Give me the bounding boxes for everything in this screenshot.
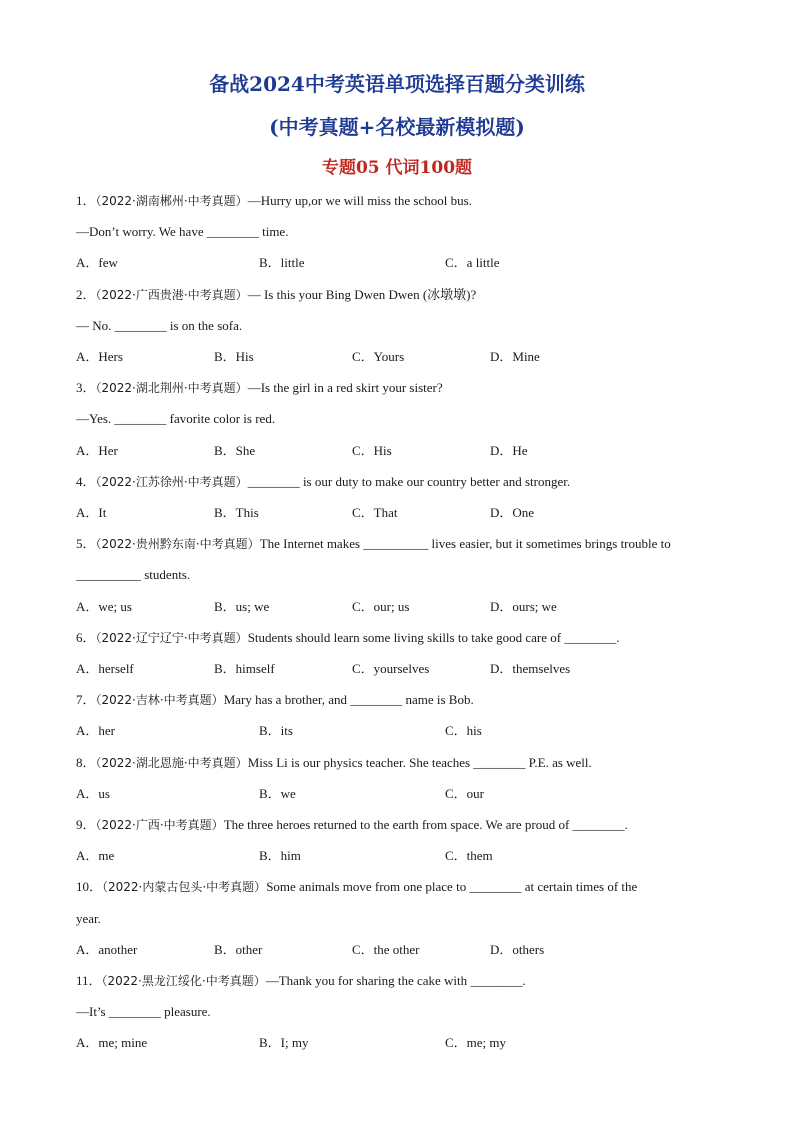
question-stem xyxy=(76,193,736,209)
answer-option[interactable] xyxy=(445,255,500,271)
option-text: our xyxy=(466,785,485,801)
question-stem xyxy=(76,817,736,833)
answer-option[interactable] xyxy=(490,599,557,615)
option-letter: B． xyxy=(214,505,236,520)
option-letter: D． xyxy=(490,941,513,957)
answer-option[interactable] xyxy=(214,599,269,615)
option-text: her xyxy=(98,723,115,739)
answer-option[interactable] xyxy=(352,942,420,958)
answer-option[interactable] xyxy=(352,599,409,615)
option-letter: B． xyxy=(214,661,236,676)
question-source: （2022·内蒙古包头·中考真题） xyxy=(102,880,267,895)
option-text: His xyxy=(235,349,254,364)
question-stem xyxy=(76,692,736,708)
question-number: 10． xyxy=(76,879,103,895)
document-title: 备战2024中考英语单项选择百题分类训练 xyxy=(209,72,585,96)
option-text: He xyxy=(512,442,528,458)
answer-option[interactable] xyxy=(76,599,132,615)
question-source: （2022·辽宁辽宁·中考真题） xyxy=(95,630,248,645)
option-letter: C． xyxy=(445,785,467,801)
question-text: Mary has a brother, and ________ name is Bob. xyxy=(223,692,474,708)
answer-option[interactable] xyxy=(214,349,254,365)
option-text: It xyxy=(98,505,107,520)
option-text: few xyxy=(98,255,118,271)
question-stem xyxy=(76,879,736,895)
option-letter: A． xyxy=(76,848,99,864)
option-letter: B． xyxy=(214,598,236,614)
option-text: me xyxy=(98,848,115,864)
answer-option[interactable] xyxy=(214,942,262,958)
answer-options xyxy=(76,1035,736,1051)
question-continuation: —It’s ________ pleasure. xyxy=(76,1004,211,1020)
question-stem xyxy=(76,287,736,303)
option-letter: A． xyxy=(76,598,99,614)
question-number: 3． xyxy=(76,380,96,396)
option-text: us; we xyxy=(235,598,270,614)
option-text: me; mine xyxy=(98,1035,148,1051)
answer-options xyxy=(76,786,736,802)
question-stem xyxy=(76,973,736,989)
option-text: others xyxy=(512,941,545,957)
option-letter: A． xyxy=(76,349,99,364)
question-text: Miss Li is our physics teacher. She teaches ________ P.E. as well. xyxy=(247,754,592,770)
question-continuation: —Yes. ________ favorite color is red. xyxy=(76,411,276,427)
question-number: 2． xyxy=(76,286,96,302)
option-text: yourselves xyxy=(373,661,430,676)
answer-options xyxy=(76,599,736,615)
option-text: another xyxy=(98,941,138,957)
answer-option[interactable] xyxy=(259,1035,308,1051)
question-text: Students should learn some living skills to take good care of ________. xyxy=(247,629,620,645)
answer-option[interactable] xyxy=(76,848,114,864)
answer-options xyxy=(76,349,736,365)
question-text: —Hurry up,or we will miss the school bus. xyxy=(247,193,472,208)
answer-option[interactable] xyxy=(445,723,482,739)
question-number: 8． xyxy=(76,754,96,770)
question-text: — Is this your Bing Dwen Dwen (冰墩墩)? xyxy=(247,286,477,302)
option-letter: B． xyxy=(259,848,281,864)
answer-option[interactable] xyxy=(490,942,544,958)
answer-option[interactable] xyxy=(352,505,398,521)
answer-options xyxy=(76,723,736,739)
option-text: His xyxy=(373,442,392,458)
option-letter: C． xyxy=(352,941,374,957)
option-text: I; my xyxy=(280,1035,309,1051)
option-letter: A． xyxy=(76,785,99,801)
answer-option[interactable] xyxy=(259,255,305,271)
option-text: One xyxy=(512,505,535,520)
option-letter: A． xyxy=(76,442,99,458)
answer-option[interactable] xyxy=(76,786,110,802)
option-letter: A． xyxy=(76,723,99,739)
option-letter: B． xyxy=(259,1035,281,1051)
option-letter: B． xyxy=(259,785,281,801)
answer-options xyxy=(76,661,736,677)
option-text: himself xyxy=(235,661,275,676)
answer-option[interactable] xyxy=(214,661,275,677)
option-letter: A． xyxy=(76,255,99,271)
question-source: （2022·江苏徐州·中考真题） xyxy=(95,474,248,489)
question-source: （2022·吉林·中考真题） xyxy=(95,693,224,708)
answer-options xyxy=(76,505,736,521)
option-letter: B． xyxy=(214,442,236,458)
question-source: （2022·湖北荆州·中考真题） xyxy=(95,381,248,396)
question-text: ________ is our duty to make our country better and stronger. xyxy=(247,473,571,489)
question-stem xyxy=(76,755,736,771)
answer-option[interactable] xyxy=(214,443,255,459)
option-letter: C． xyxy=(445,848,467,864)
answer-option[interactable] xyxy=(445,848,493,864)
option-text: That xyxy=(373,505,398,520)
option-text: Hers xyxy=(98,349,123,364)
option-letter: D． xyxy=(490,349,513,364)
option-text: we; us xyxy=(98,598,132,614)
question-text: The Internet makes __________ lives easier, but it sometimes brings trouble to xyxy=(259,536,671,552)
option-text: its xyxy=(280,723,293,739)
option-text: This xyxy=(235,505,259,520)
option-letter: C． xyxy=(445,723,467,739)
question-text: Some animals move from one place to ________ at certain times of the xyxy=(266,879,638,895)
option-text: themselves xyxy=(512,661,571,676)
answer-options xyxy=(76,848,736,864)
option-letter: C． xyxy=(352,661,374,676)
question-stem xyxy=(76,380,736,396)
answer-option[interactable] xyxy=(76,349,123,365)
option-text: we xyxy=(280,785,296,801)
option-letter: B． xyxy=(259,255,281,271)
question-source: （2022·贵州黔东南·中考真题） xyxy=(95,537,260,552)
answer-option[interactable] xyxy=(76,1035,147,1051)
question-source: （2022·湖南郴州·中考真题） xyxy=(95,194,248,208)
answer-option[interactable] xyxy=(490,443,528,459)
question-stem xyxy=(76,474,736,490)
answer-option[interactable] xyxy=(259,723,293,739)
option-text: his xyxy=(466,723,482,739)
answer-options xyxy=(76,255,736,271)
question-stem xyxy=(76,630,736,646)
option-letter: C． xyxy=(352,349,374,364)
question-text: —Thank you for sharing the cake with ________. xyxy=(265,973,526,988)
option-text: other xyxy=(235,941,263,957)
option-text: little xyxy=(280,255,305,271)
option-letter: C． xyxy=(352,442,374,458)
answer-option[interactable] xyxy=(76,255,118,271)
option-text: She xyxy=(235,442,256,458)
question-number: 9． xyxy=(76,817,96,832)
option-text: him xyxy=(280,848,301,864)
option-letter: D． xyxy=(490,505,513,520)
question-number: 6． xyxy=(76,629,96,645)
answer-options xyxy=(76,443,736,459)
option-letter: B． xyxy=(259,723,281,739)
option-text: our; us xyxy=(373,598,410,614)
answer-option[interactable] xyxy=(490,349,540,365)
answer-option[interactable] xyxy=(352,349,404,365)
option-text: Mine xyxy=(512,349,540,364)
option-letter: D． xyxy=(490,598,513,614)
option-letter: A． xyxy=(76,941,99,957)
answer-option[interactable] xyxy=(352,443,392,459)
answer-option[interactable] xyxy=(259,848,301,864)
option-text: me; my xyxy=(466,1035,507,1051)
answer-option[interactable] xyxy=(445,1035,506,1051)
question-continuation: year. xyxy=(76,910,101,926)
question-source: （2022·广西贵港·中考真题） xyxy=(95,287,248,302)
option-letter: C． xyxy=(445,1035,467,1051)
option-text: us xyxy=(98,785,110,801)
answer-option[interactable] xyxy=(76,661,134,677)
question-continuation: —Don’t worry. We have ________ time. xyxy=(76,224,289,240)
option-letter: D． xyxy=(490,661,513,676)
answer-option[interactable] xyxy=(76,443,118,459)
option-letter: B． xyxy=(214,349,236,364)
answer-option[interactable] xyxy=(490,661,570,677)
option-letter: A． xyxy=(76,661,99,676)
question-source: （2022·广西·中考真题） xyxy=(95,818,224,832)
option-text: them xyxy=(466,848,493,864)
question-number: 11． xyxy=(76,973,102,988)
option-letter: B． xyxy=(214,941,236,957)
question-stem xyxy=(76,536,736,552)
answer-option[interactable] xyxy=(259,786,296,802)
topic-heading: 专题05 代词100题 xyxy=(321,158,473,178)
option-text: herself xyxy=(98,661,134,676)
document-subtitle: (中考真题+名校最新模拟题) xyxy=(269,115,525,139)
answer-option[interactable] xyxy=(214,505,259,521)
option-letter: C． xyxy=(352,598,374,614)
question-number: 4． xyxy=(76,473,96,489)
question-source: （2022·湖北恩施·中考真题） xyxy=(95,755,248,770)
answer-option[interactable] xyxy=(76,505,106,521)
question-continuation: __________ students. xyxy=(76,567,191,583)
answer-option[interactable] xyxy=(490,505,534,521)
answer-options xyxy=(76,942,736,958)
option-text: Her xyxy=(98,442,118,458)
question-source: （2022·黑龙江绥化·中考真题） xyxy=(101,974,266,988)
option-letter: A． xyxy=(76,505,99,520)
question-text: The three heroes returned to the earth from space. We are proud of ________. xyxy=(223,817,628,832)
answer-option[interactable] xyxy=(76,723,115,739)
question-number: 1． xyxy=(76,193,96,208)
option-letter: C． xyxy=(445,255,467,271)
option-letter: A． xyxy=(76,1035,99,1051)
option-text: a little xyxy=(466,255,500,271)
option-letter: C． xyxy=(352,505,374,520)
option-text: ours; we xyxy=(512,598,557,614)
answer-option[interactable] xyxy=(76,942,137,958)
answer-option[interactable] xyxy=(445,786,484,802)
option-text: the other xyxy=(373,941,420,957)
question-number: 7． xyxy=(76,692,96,708)
option-text: Yours xyxy=(373,349,405,364)
question-continuation: — No. ________ is on the sofa. xyxy=(76,317,243,333)
question-text: —Is the girl in a red skirt your sister? xyxy=(247,380,443,396)
question-number: 5． xyxy=(76,536,96,552)
answer-option[interactable] xyxy=(352,661,429,677)
option-letter: D． xyxy=(490,442,513,458)
